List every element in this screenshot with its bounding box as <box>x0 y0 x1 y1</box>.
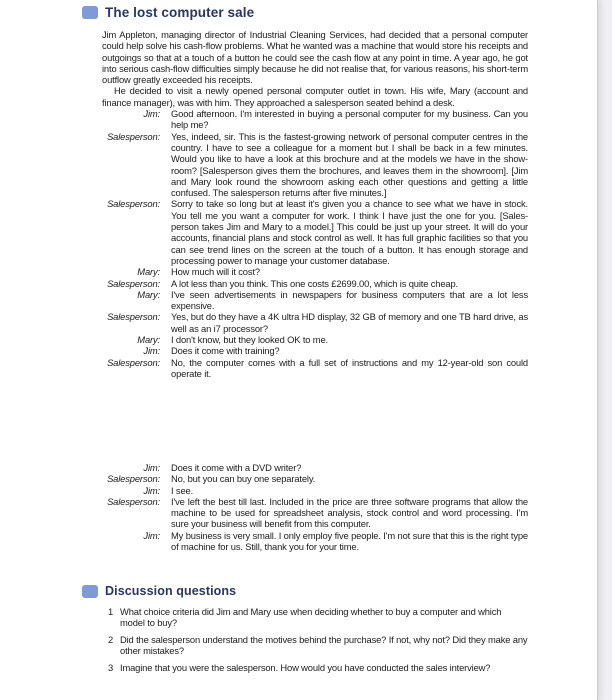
dialogue-line: Sorry to take so long but at least it's given you a chance to see what we have in stock. You tell me you want a computer for work. I think I have just the one for you. [Sales-person takes Jim and Mary to a model.] This could be just up your street. It will do your accounts, financial plans and stock control as well. It has full graphic facilities so that you can see trend lines on the screen at the touch of a button. It has enough storage and processing power to manage your customer database. <box>171 198 528 266</box>
intro-paragraph: Jim Appleton, managing director of Industrial Cleaning Services, had decided that a personal computer could help solve his cash-flow problems. What he wanted was a machine that would store his receipts and outgoings so that at a touch of a button he could see the cash flow at any point in time. A year ago, he got into serious cash-flow difficulties simply because he did not realise that, for various reasons, his short-term outflow greatly exceeded his receipts. <box>102 29 528 86</box>
dialogue-part-2 <box>102 462 528 552</box>
speaker-label: Salesperson: <box>107 473 160 485</box>
question-text: What choice criteria did Jim and Mary use when deciding whether to buy a computer and which model to buy? <box>120 606 502 629</box>
speaker-label: Salesperson: <box>107 130 160 142</box>
dialogue-part-1 <box>102 108 528 379</box>
dialogue-line: Does it come with a DVD writer? <box>171 462 302 473</box>
intro-paragraph: He decided to visit a newly opened personal computer outlet in town. His wife, Mary (account and finance manager), was with him. They approached a salesperson seated behind a desk. <box>102 85 528 108</box>
dialogue-line: No, but you can buy one separately. <box>171 473 316 485</box>
dialogue-line: Does it come with training? <box>171 345 280 357</box>
dialogue-line: I've seen advertisements in newspapers for business computers that are a lot less expensive. <box>171 288 528 312</box>
discussion-title: Discussion questions <box>105 584 237 598</box>
speaker-label: Jim: <box>143 108 160 120</box>
speaker-label: Salesperson: <box>107 198 160 210</box>
discussion-heading <box>82 584 236 598</box>
case-body-continued <box>102 462 528 552</box>
dialogue-line: Good afternoon. I'm interested in buying a personal computer for my business. Can you help me? <box>171 108 528 131</box>
case-heading <box>82 5 254 20</box>
heading-square-icon <box>82 585 98 598</box>
dialogue-line: I've left the best till last. Included in the price are three software programs that allow the machine to be used for spreadsheet analysis, stock control and word processing. I'm sure your business will benefit from this computer. <box>171 495 528 530</box>
discussion-questions <box>108 606 528 679</box>
question-item <box>108 634 528 657</box>
speaker-label: Mary: <box>137 334 160 346</box>
dialogue-line: How much will it cost? <box>171 266 260 278</box>
question-number: 1 <box>108 606 114 617</box>
speaker-label: Salesperson: <box>107 495 160 507</box>
dialogue-line: No, the computer comes with a full set of instructions and my 12-year-old son could operate it. <box>171 356 528 379</box>
speaker-label: Salesperson: <box>107 277 160 289</box>
speaker-label: Mary: <box>137 266 160 278</box>
case-title: The lost computer sale <box>105 5 255 20</box>
question-number: 2 <box>108 634 114 646</box>
question-number: 3 <box>108 662 114 674</box>
question-item <box>108 662 528 673</box>
speaker-label: Salesperson: <box>107 311 160 323</box>
speaker-label: Salesperson: <box>107 356 160 368</box>
question-text: Imagine that you were the salesperson. How would you have conducted the sales interview? <box>120 662 491 674</box>
dialogue-line: Yes, indeed, sir. This is the fastest-growing network of personal computer centres in the country. I have to see a colleague for a moment but I shall be back in a few minutes. Would you like to have a look at this brochure and at the models we have in the show-room? [Salesperson gives them the brochures, and leaves them in the showroom]. [Jim and Mary look round the showroom asking each other questions and getting a little confused. The salesperson returns after five minutes.] <box>171 130 528 199</box>
speaker-label: Jim: <box>143 529 160 541</box>
speaker-label: Jim: <box>143 462 160 473</box>
question-text: Did the salesperson understand the motives behind the purchase? If not, why not? Did they make any other mistakes? <box>120 634 528 657</box>
dialogue-line: My business is very small. I only employ five people. I'm not sure that this is the right type of machine for us. Still, thank you for your time. <box>171 529 528 553</box>
speaker-label: Mary: <box>137 288 160 300</box>
speaker-label: Jim: <box>143 484 160 496</box>
dialogue-line: Yes, but do they have a 4K ultra HD display, 32 GB of memory and one TB hard drive, as well as an i7 processor? <box>171 311 528 334</box>
case-body <box>102 29 528 379</box>
dialogue-line: I don't know, but they looked OK to me. <box>171 334 328 346</box>
dialogue-line: A lot less than you think. This one costs £2699.00, which is quite cheap. <box>171 277 458 289</box>
speaker-label: Jim: <box>143 345 160 357</box>
dialogue-line: I see. <box>171 484 194 496</box>
question-item <box>108 606 528 629</box>
heading-square-icon <box>82 6 98 19</box>
